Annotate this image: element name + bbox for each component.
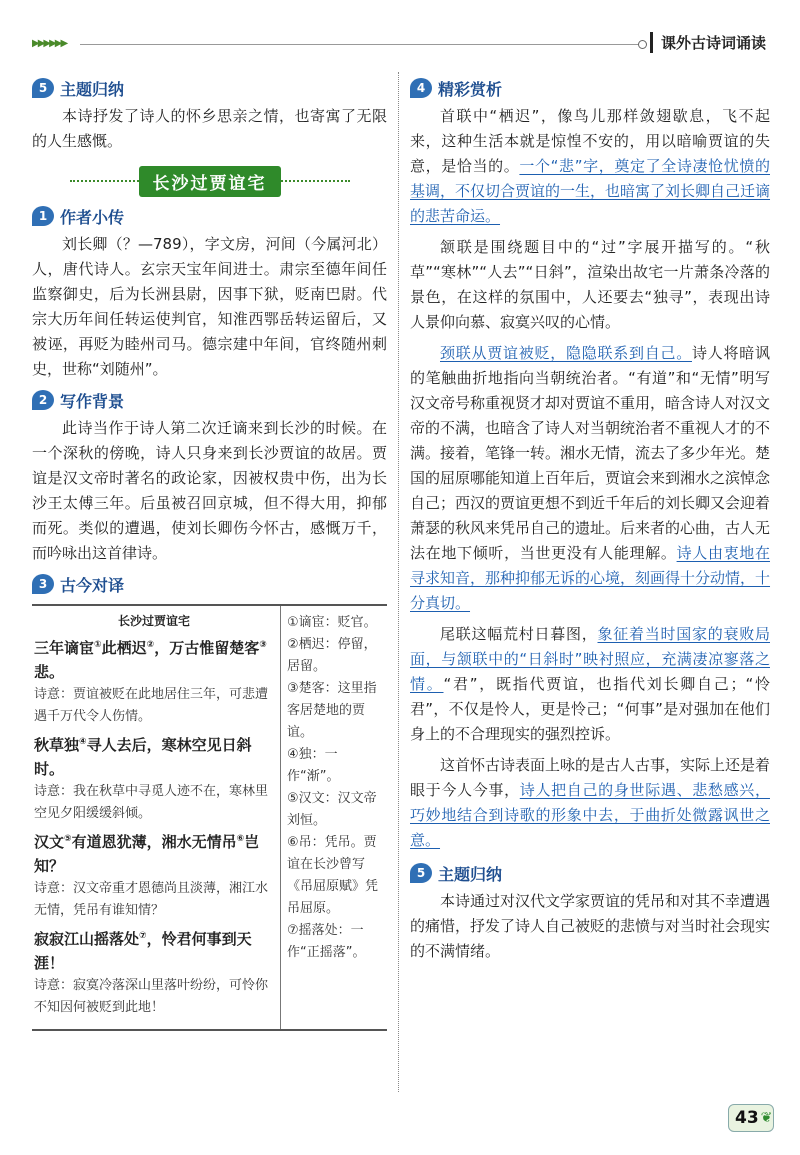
note-item: ②栖迟：停留，居留。 <box>287 637 377 674</box>
section-number-icon: 4 <box>410 78 432 98</box>
notes-column <box>281 606 387 1029</box>
poem-line: 三年谪宦①此栖迟②，万古惟留楚客③悲。 <box>34 639 267 681</box>
page-number: 43 ❦ <box>728 1104 774 1132</box>
section-number-icon: 5 <box>32 78 54 98</box>
appreciation-paragraph: 尾联这幅荒村日暮图，象征着当时国家的衰败局面，与颔联中的“日斜时”映衬照应，充满凄凉寥落之情。“君”，既指代贾谊，也指代刘长卿自己；“怜君”，不仅是怜人，更是怜己；“何事”是对强加在他们身上的不合理现实的强烈控诉。 <box>410 625 770 743</box>
section-heading <box>32 76 387 100</box>
arrow-decoration-icon: ▶▶▶▶▶▶ <box>32 38 67 49</box>
note-item: ③楚客：这里指客居楚地的贾谊。 <box>287 681 377 740</box>
author-bio-text: 刘长卿（？—789），字文房，河间（今属河北）人，唐代诗人。玄宗天宝年间进士。肃宗至德年间任监察御史，后为长洲县尉，因事下狱，贬南巴尉。代宗大历年间任转运使判官，知淮西鄂岳转运留后，又被诬，再贬为睦州司马。德宗建中年间，官终随州刺史，世称“刘随州”。 <box>32 235 387 378</box>
poem-line: 汉文⑤有道恩犹薄，湘水无情吊⑥岂知？ <box>34 833 260 875</box>
left-column <box>32 70 387 1031</box>
theme-summary-text: 本诗抒发了诗人的怀乡思亲之情，也寄寓了无限的人生感慨。 <box>32 107 387 150</box>
right-column <box>410 70 770 964</box>
poem-line: 秋草独④寻人去后，寒林空见日斜时。 <box>34 736 252 778</box>
header-dot-icon <box>638 40 647 49</box>
section-heading <box>32 572 387 596</box>
appreciation-paragraph: 颔联是围绕题目中的“过”字展开描写的。“秋草”“寒林”“人去”“日斜”，渲染出故宅一片萧条冷落的景色，在这样的氛围中，人还要去“独寻”，表现出诗人景仰向慕、寂寞兴叹的心情。 <box>410 238 770 331</box>
poem-meaning: 诗意：贾谊被贬在此地居住三年，可悲遭遇千万代令人伤情。 <box>34 687 269 724</box>
section-title: 主题归纳 <box>60 79 125 99</box>
appreciation-paragraph: 首联中“栖迟”，像鸟儿那样敛翅歇息，飞不起来，这种生活本就是惊惶不安的，用以暗喻贾谊的失意，是恰当的。一个“悲”字，奠定了全诗凄怆忧愤的基调，不仅切合贾谊的一生，也暗寓了刘长卿自己迁谪的悲苦命运。 <box>410 107 771 225</box>
note-item: ⑤汉文：汉文帝刘恒。 <box>287 791 377 828</box>
poem-column <box>32 606 281 1029</box>
section-heading <box>410 861 770 885</box>
theme-summary-text: 本诗通过对汉代文学家贾谊的凭吊和对其不幸遭遇的痛惜，抒发了诗人自己被贬的悲愤与对当时社会现实的不满情绪。 <box>410 892 771 960</box>
section-title: 作者小传 <box>60 207 125 227</box>
note-item: ①谪宦：贬官。 <box>287 615 377 630</box>
poem-meaning: 诗意：汉文帝重才恩德尚且淡薄，湘江水无情，凭吊有谁知情？ <box>34 881 269 918</box>
poem-meaning: 诗意：我在秋草中寻觅人迹不在，寒林里空见夕阳缓缓斜倾。 <box>34 784 269 821</box>
poem-banner <box>70 166 350 196</box>
header-rule <box>80 44 640 45</box>
poem-line: 寂寂江山摇落处⑦，怜君何事到天涯！ <box>34 930 252 972</box>
section-title: 精彩赏析 <box>438 79 503 99</box>
section-title: 主题归纳 <box>438 864 503 884</box>
header-title: 课外古诗词诵读 <box>650 32 766 53</box>
section-heading <box>32 204 387 228</box>
note-item: ⑥吊：凭吊。贾谊在长沙曾写《吊屈原赋》凭吊屈原。 <box>287 835 379 916</box>
appreciation-paragraph: 这首怀古诗表面上咏的是古人古事，实际上还是着眼于今人今事，诗人把自己的身世际遇、悲愁感兴，巧妙地结合到诗歌的形象中去，于曲折处微露讽世之意。 <box>410 756 771 849</box>
section-title: 写作背景 <box>60 391 125 411</box>
section-title: 古今对译 <box>60 575 125 595</box>
section-heading <box>410 76 770 100</box>
section-heading <box>32 388 387 412</box>
leaf-icon: ❦ <box>760 1110 773 1126</box>
translation-table <box>32 604 387 1031</box>
poem-title-banner: 长沙过贾谊宅 <box>139 166 281 197</box>
note-item: ⑦摇落处：一作“正摇落”。 <box>287 923 366 960</box>
section-number-icon: 1 <box>32 206 54 226</box>
note-item: ④独：一作“渐”。 <box>287 747 340 784</box>
table-poem-title: 长沙过贾谊宅 <box>117 614 190 628</box>
background-text: 此诗当作于诗人第二次迁谪来到长沙的时候。在一个深秋的傍晚，诗人只身来到长沙贾谊的故居。贾谊是汉文帝时著名的政论家，因被权贵中伤，出为长沙王太傅三年。后虽被召回京城，但不得大用，抑郁而死。类似的遭遇，使刘长卿伤今怀古，感慨万千，而吟咏出这首律诗。 <box>32 419 387 562</box>
poem-meaning: 诗意：寂寞冷落深山里落叶纷纷，可怜你不知因何被贬到此地！ <box>34 978 269 1015</box>
page-header <box>0 30 800 70</box>
section-number-icon: 2 <box>32 390 54 410</box>
column-divider <box>398 72 399 1092</box>
section-number-icon: 3 <box>32 574 54 594</box>
appreciation-paragraph: 颈联从贾谊被贬，隐隐联系到自己。诗人将暗讽的笔触曲折地指向当朝统治者。“有道”和“无情”明写汉文帝号称重视贤才却对贾谊不重用，暗含诗人对汉文帝的不满，也暗含了诗人对当朝统治者不重视人才的不满。接着，笔锋一转。湘水无情，流去了多少年光。楚国的屈原哪能知道上百年后，贾谊会来到湘水之滨悼念自己；西汉的贾谊更想不到近千年后的刘长卿又会迎着萧瑟的秋风来凭吊自己的遗址。后来者的心曲，古人无法在地下倾听，当世更没有人能理解。诗人由衷地在寻求知音，那种抑郁无诉的心境，刻画得十分动情，十分真切。 <box>410 344 771 612</box>
section-number-icon: 5 <box>410 863 432 883</box>
